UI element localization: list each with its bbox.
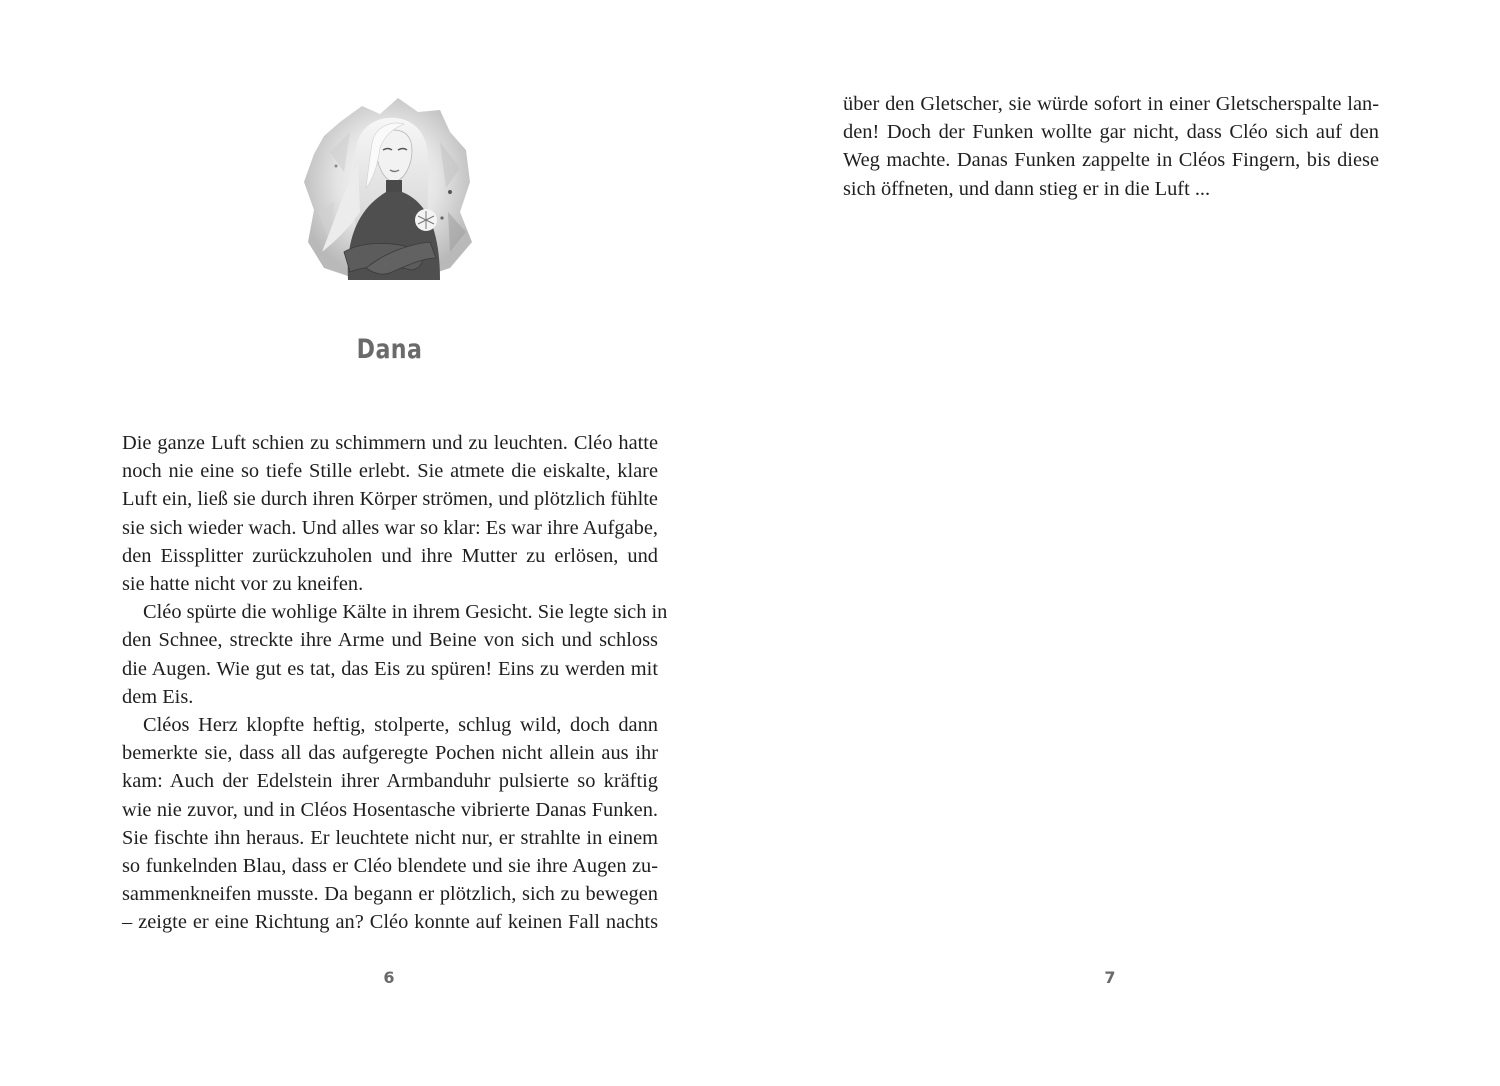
- right-page: [750, 0, 1500, 1086]
- page-number: 7: [1104, 968, 1116, 987]
- text-line: sammenkneifen musste. Da begann er plötzlich, sich zu bewegen: [122, 883, 658, 906]
- body-text: [843, 90, 1379, 203]
- text-line: so funkelnden Blau, dass er Cléo blendete und sie ihre Augen zu-: [122, 855, 658, 878]
- text-line: den! Doch der Funken wollte gar nicht, dass Cléo sich auf den: [843, 121, 1379, 144]
- text-line: Luft ein, ließ sie durch ihren Körper strömen, und plötzlich fühlte: [122, 488, 658, 511]
- text-line: wie nie zuvor, und in Cléos Hosentasche vibrierte Danas Funken.: [122, 798, 658, 821]
- text-line: bemerkte sie, dass all das aufgeregte Pochen nicht allein aus ihr: [122, 742, 658, 765]
- page-number: 6: [383, 968, 395, 987]
- text-line: Cléos Herz klopfte heftig, stolperte, schlug wild, doch dann: [143, 714, 658, 737]
- text-line: – zeigte er eine Richtung an? Cléo konnte auf keinen Fall nachts: [122, 911, 658, 934]
- text-line: den Eissplitter zurückzuholen und ihre Mutter zu erlösen, und: [122, 544, 658, 567]
- text-line: Weg machte. Danas Funken zappelte in Cléos Fingern, bis diese: [843, 149, 1379, 172]
- text-line: noch nie eine so tiefe Stille erlebt. Sie atmete die eiskalte, klare: [122, 460, 658, 483]
- text-line: Cléo spürte die wohlige Kälte in ihrem Gesicht. Sie legte sich in: [143, 601, 668, 624]
- text-line: sie sich wieder wach. Und alles war so klar: Es war ihre Aufgabe,: [122, 516, 658, 539]
- text-line: Sie fischte ihn heraus. Er leuchtete nicht nur, er strahlte in einem: [122, 826, 658, 849]
- body-text: [122, 429, 668, 937]
- text-line: sie hatte nicht vor zu kneifen.: [122, 573, 364, 596]
- text-line: den Schnee, streckte ihre Arme und Beine von sich und schloss: [122, 629, 658, 652]
- text-line: Die ganze Luft schien zu schimmern und zu leuchten. Cléo hatte: [122, 432, 658, 454]
- text-line: dem Eis.: [122, 685, 194, 708]
- text-line: sich öffneten, und dann stieg er in die Luft ...: [843, 177, 1211, 200]
- text-line: kam: Auch der Edelstein ihrer Armbanduhr pulsierte so kräftig: [122, 770, 658, 793]
- chapter-title: Dana: [356, 334, 423, 365]
- character-portrait-icon: [300, 92, 478, 284]
- text-line: die Augen. Wie gut es tat, das Eis zu spüren! Eins zu werden mit: [122, 657, 658, 680]
- text-line: über den Gletscher, sie würde sofort in einer Gletscherspalte lan-: [843, 93, 1379, 115]
